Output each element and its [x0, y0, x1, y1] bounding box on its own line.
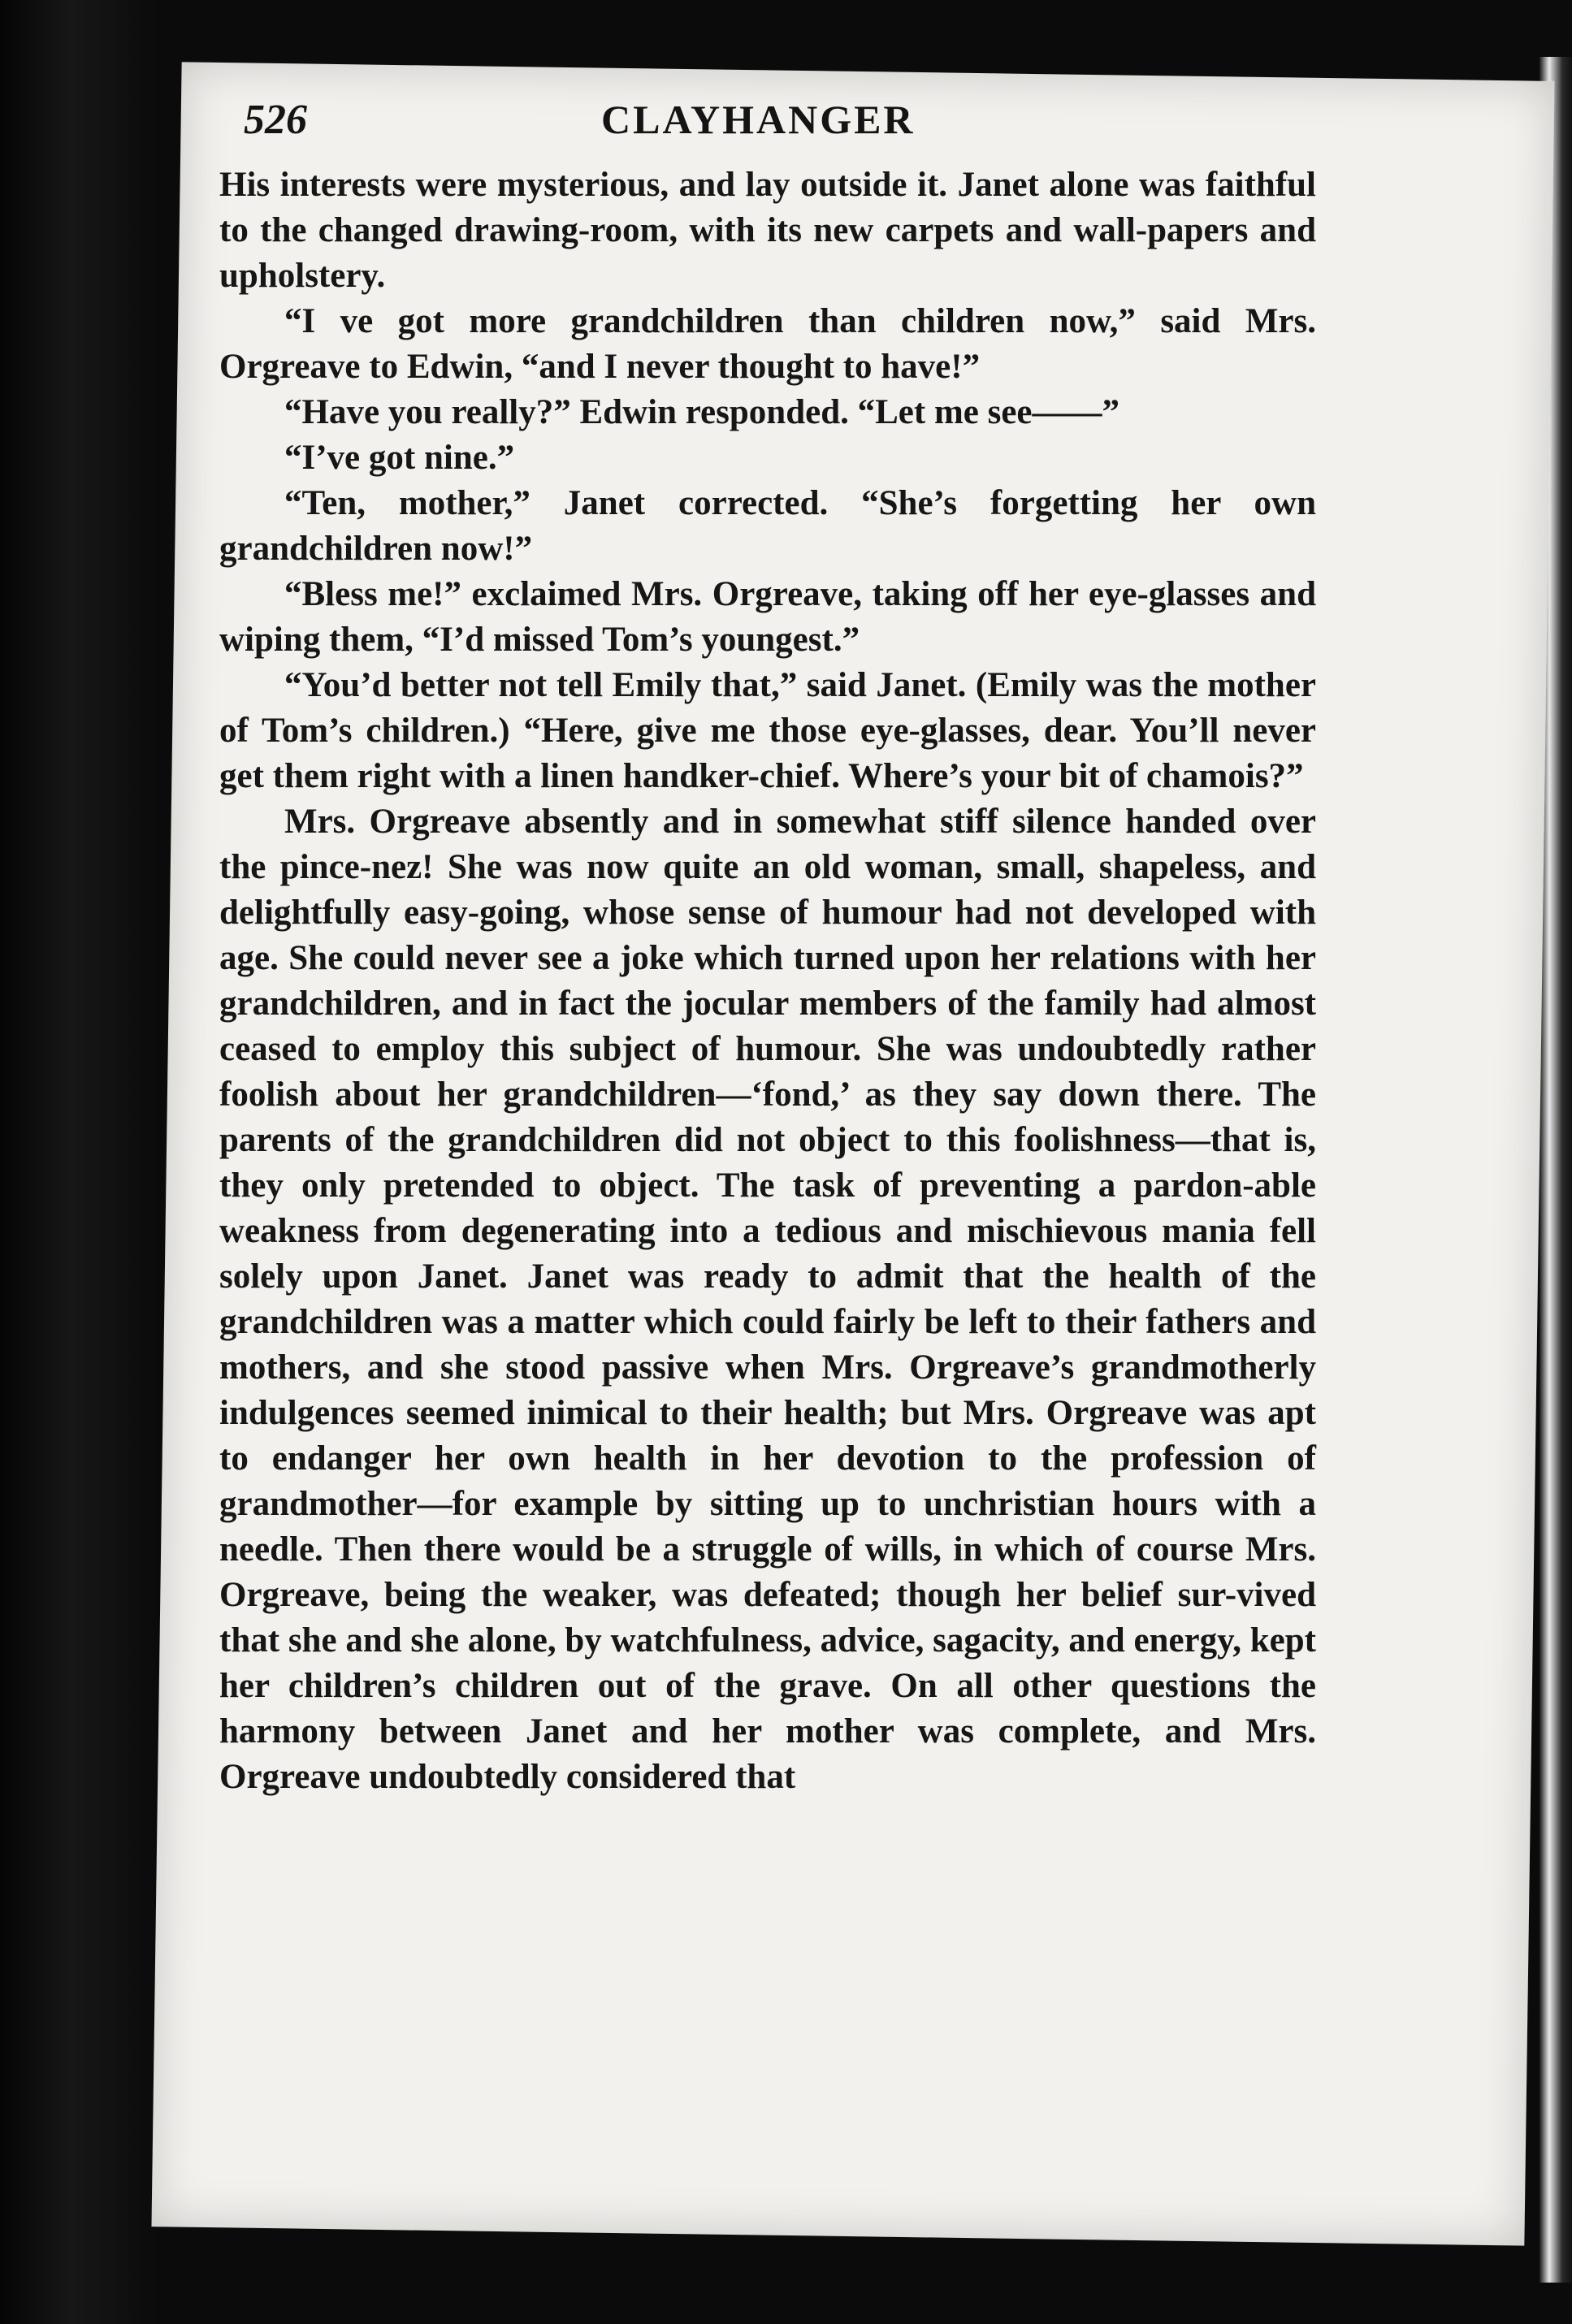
paragraph: “Ten, mother,” Janet corrected. “She’s forgetting her own grandchildren now!” — [219, 484, 1316, 568]
paragraph: “You’d better not tell Emily that,” said Janet. (Emily was the mother of Tom’s children.) “Here, give me those eye-glasses, dear. You’ll never get them right with a linen handker-chief. Where’s your bit of chamois?” — [219, 666, 1316, 795]
book-title: CLAYHANGER — [601, 97, 916, 142]
running-head — [244, 81, 1300, 162]
paragraph: His interests were mysterious, and lay outside it. Janet alone was faithful to the changed drawing-room, with its new carpets and wall-papers and upholstery. — [219, 166, 1316, 295]
page-number: 526 — [244, 97, 307, 143]
paragraph: “I’ve got nine.” — [284, 439, 515, 477]
paragraph: “Have you really?” Edwin responded. “Let me see——” — [284, 393, 1120, 431]
body-text — [219, 162, 1316, 1800]
paragraph: “Bless me!” exclaimed Mrs. Orgreave, taking off her eye-glasses and wiping them, “I’d missed Tom’s youngest.” — [219, 575, 1316, 659]
paragraph: “I ve got more grandchildren than children now,” said Mrs. Orgreave to Edwin, “and I never thought to have!” — [219, 302, 1316, 386]
paragraph: Mrs. Orgreave absently and in somewhat stiff silence handed over the pince-nez! She was now quite an old woman, small, shapeless, and delightfully easy-going, whose sense of humour had not developed with age. She could never see a joke which turned upon her relations with her grandchildren, and in fact the jocular members of the family had almost ceased to employ this subject of humour. She was undoubtedly rather foolish about her grandchildren—‘fond,’ as they say down there. The parents of the grandchildren did not object to this foolishness—that is, they only pretended to object. The task of preventing a pardon-able weakness from degenerating into a tedious and mischievous mania fell solely upon Janet. Janet was ready to admit that the health of the grandchildren was a matter which could fairly be left to their fathers and mothers, and she stood passive when Mrs. Orgreave’s grandmotherly indulgences seemed inimical to their health; but Mrs. Orgreave was apt to endanger her own health in her devotion to the profession of grandmother—for example by sitting up to unchristian hours with a needle. Then there would be a struggle of wills, in which of course Mrs. Orgreave, being the weaker, was defeated; though her belief sur-vived that she and she alone, by watchfulness, advice, sagacity, and energy, kept her children’s children out of the grave. On all other questions the harmony between Janet and her mother was complete, and Mrs. Orgreave undoubtedly considered that — [219, 803, 1316, 1796]
book-binding-edge — [0, 0, 162, 2324]
